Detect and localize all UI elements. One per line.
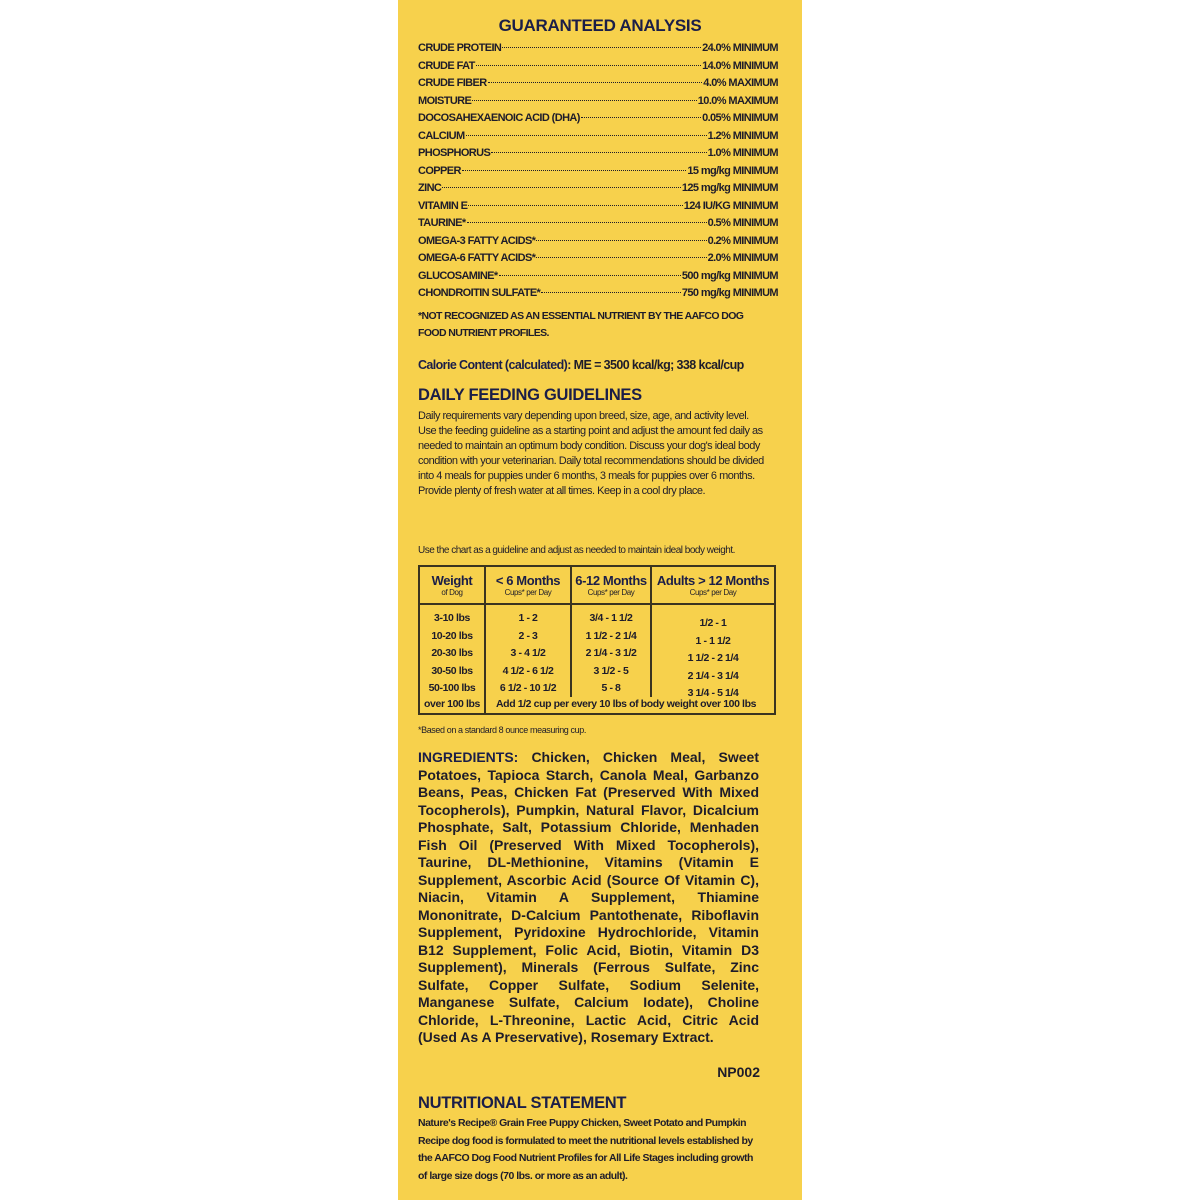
- chart-note: Use the chart as a guideline and adjust as needed to maintain ideal body weight.: [418, 545, 735, 556]
- ingredients: [418, 749, 759, 1047]
- leader-dots: [502, 47, 701, 48]
- feeding-text: Daily requirements vary depending upon breed, size, age, and activity level. Use the feeding guideline as a starting point and adjust the amount fed daily as needed to maintain an optimum body condition. Discuss your dog's ideal body condition with your veterinarian. Daily total recommendations should be divided into 4 meals for puppies under 6 months, 3 meals for puppies over 6 months. Provide plenty of fresh water at all times. Keep in a cool dry place.: [418, 410, 764, 497]
- table-footnote: *Based on a standard 8 ounce measuring cup.: [418, 725, 586, 735]
- leader-dots: [536, 240, 706, 241]
- nutrient-label: CRUDE FAT: [418, 59, 475, 72]
- analysis-row: [418, 235, 778, 253]
- leader-dots: [468, 205, 682, 206]
- nutrient-label: TAURINE*: [418, 217, 466, 229]
- nutrient-value: 15 mg/kg MINIMUM: [687, 164, 778, 177]
- analysis-row: [418, 77, 778, 95]
- feeding-title: DAILY FEEDING GUIDELINES: [418, 386, 642, 404]
- weights-column: [420, 605, 486, 697]
- header-sub: Cups* per Day: [689, 588, 737, 597]
- table-cell: 30-50 lbs: [431, 664, 473, 677]
- nutrient-label: COPPER: [418, 164, 461, 177]
- analysis-row: [418, 112, 778, 130]
- leader-dots: [466, 135, 707, 136]
- table-cell: 3 1/4 - 5 1/4: [687, 687, 739, 699]
- over100-label: over 100 lbs: [420, 697, 486, 713]
- header-adult: Adults > 12 Months: [656, 573, 770, 588]
- calorie-value: ME = 3500 kcal/kg; 338 kcal/cup: [573, 358, 744, 372]
- table-cell: 1 1/2 - 2 1/4: [585, 629, 637, 642]
- nutrient-label: OMEGA-3 FATTY ACIDS*: [418, 234, 536, 247]
- table-cell: 6 1/2 - 10 1/2: [499, 682, 557, 694]
- product-code: NP002: [717, 1064, 760, 1080]
- nutrient-value: 4.0% MAXIMUM: [703, 77, 778, 89]
- analysis-row: [418, 182, 778, 200]
- header-sub: Cups* per Day: [504, 588, 552, 597]
- under6-column: [486, 605, 572, 697]
- over100-text: Add 1/2 cup per every 10 lbs of body weight over 100 lbs: [496, 698, 757, 710]
- table-cell: 50-100 lbs: [428, 682, 476, 694]
- table-cell: 3 1/2 - 5: [593, 664, 629, 677]
- table-cell: 3/4 - 1 1/2: [589, 612, 633, 624]
- nutrient-value: 24.0% MINIMUM: [702, 42, 778, 54]
- 6to12-column: [572, 605, 652, 697]
- analysis-row: [418, 287, 778, 305]
- label-panel: [398, 0, 802, 1200]
- nutrient-value: 0.5% MINIMUM: [707, 217, 778, 229]
- leader-dots: [491, 152, 706, 153]
- table-cell: 1/2 - 1: [699, 617, 727, 629]
- nutrient-label: PHOSPHORUS: [418, 147, 491, 159]
- nutrient-value: 125 mg/kg MINIMUM: [681, 182, 778, 194]
- leader-dots: [488, 82, 703, 83]
- analysis-footnote: *NOT RECOGNIZED AS AN ESSENTIAL NUTRIENT BY THE AAFCO DOG FOOD NUTRIENT PROFILES.: [418, 310, 744, 339]
- ingredients-text: Chicken, Chicken Meal, Sweet Potatoes, Tapioca Starch, Canola Meal, Garbanzo Beans, Peas, Chicken Fat (Preserved With Mixed Tocopherols), Pumpkin, Natural Flavor, Dicalcium Phosphate, Salt, Potassium Chloride, Menhaden Fish Oil (Preserved With Mixed Tocopherols), Taurine, DL-Methionine, Vitamins (Vitamin E Supplement, Ascorbic Acid (Source Of Vitamin C), Niacin, Vitamin A Supplement, Thiamine Mononitrate, D-Calcium Pantothenate, Riboflavin Supplement, Pyridoxine Hydrochloride, Vitamin B12 Supplement, Folic Acid, Biotin, Vitamin D3 Supplement), Minerals (Ferrous Sulfate, Zinc Sulfate, Copper Sulfate, Sodium Selenite, Manganese Sulfate, Calcium Iodate), Choline Chloride, L-Threonine, Lactic Acid, Citric Acid (Used As A Preservative), Rosemary Extract.: [418, 749, 759, 1045]
- nutrient-value: 2.0% MINIMUM: [707, 252, 778, 264]
- adult-column: [652, 605, 774, 697]
- table-cell: 1 - 1 1/2: [695, 634, 731, 647]
- analysis-row: [418, 95, 778, 113]
- table-cell: 4 1/2 - 6 1/2: [502, 664, 554, 677]
- table-cell: 5 - 8: [601, 682, 621, 694]
- table-cell: 20-30 lbs: [431, 647, 473, 659]
- nutrient-value: 1.2% MINIMUM: [707, 129, 778, 142]
- nutrient-label: MOISTURE: [418, 94, 472, 107]
- nutrient-label: CALCIUM: [418, 129, 465, 142]
- nutrient-label: VITAMIN E: [418, 199, 468, 212]
- analysis-row: [418, 252, 778, 270]
- analysis-row: [418, 42, 778, 60]
- analysis-row: [418, 200, 778, 218]
- leader-dots: [472, 100, 697, 101]
- nutrient-value: 1.0% MINIMUM: [707, 147, 778, 159]
- header-6to12: 6-12 Months: [575, 573, 647, 588]
- calorie-label: Calorie Content (calculated):: [418, 358, 571, 372]
- guaranteed-analysis-title: GUARANTEED ANALYSIS: [498, 16, 702, 35]
- table-cell: 2 - 3: [518, 629, 538, 642]
- header-sub: of Dog: [441, 588, 463, 597]
- leader-dots: [467, 222, 707, 223]
- leader-dots: [536, 257, 706, 258]
- nutrient-label: CRUDE PROTEIN: [418, 42, 502, 54]
- guaranteed-analysis-list: [418, 42, 778, 305]
- nutrient-value: 10.0% MAXIMUM: [697, 94, 778, 107]
- table-body: [420, 605, 774, 697]
- nutrient-label: OMEGA-6 FATTY ACIDS*: [418, 252, 536, 264]
- feeding-table: [418, 565, 776, 715]
- analysis-row: [418, 217, 778, 235]
- nutrient-label: CRUDE FIBER: [418, 77, 487, 89]
- leader-dots: [442, 187, 681, 188]
- table-cell: 2 1/4 - 3 1/2: [585, 647, 637, 659]
- analysis-row: [418, 165, 778, 183]
- nutrient-value: 0.2% MINIMUM: [707, 234, 778, 247]
- leader-dots: [499, 275, 681, 276]
- nutrient-label: ZINC: [418, 182, 442, 194]
- leader-dots: [541, 292, 681, 293]
- leader-dots: [476, 65, 701, 66]
- nutrient-value: 14.0% MINIMUM: [702, 59, 778, 72]
- table-header: [420, 567, 774, 605]
- table-cell: 1 1/2 - 2 1/4: [687, 652, 739, 664]
- nutritional-statement-text: Nature's Recipe® Grain Free Puppy Chicken, Sweet Potato and Pumpkin Recipe dog food is formulated to meet the nutritional levels established by the AAFCO Dog Food Nutrient Profiles for All Life Stages including growth of large size dogs (70 lbs. or more as an adult).: [418, 1117, 753, 1182]
- nutrient-value: 0.05% MINIMUM: [702, 112, 778, 124]
- nutrient-value: 124 IU/KG MINIMUM: [683, 199, 778, 212]
- header-under6: < 6 Months: [495, 573, 561, 588]
- table-cell: 3 - 4 1/2: [510, 647, 546, 659]
- table-row-over100: [420, 697, 774, 713]
- nutritional-statement-title: NUTRITIONAL STATEMENT: [418, 1094, 627, 1112]
- analysis-row: [418, 147, 778, 165]
- ingredients-label: INGREDIENTS:: [418, 749, 519, 765]
- leader-dots: [462, 170, 687, 171]
- nutrient-value: 500 mg/kg MINIMUM: [681, 269, 778, 282]
- calorie-content: [418, 358, 744, 372]
- table-cell: 10-20 lbs: [431, 629, 473, 642]
- nutrient-label: GLUCOSAMINE*: [418, 269, 498, 282]
- nutrient-label: CHONDROITIN SULFATE*: [418, 287, 541, 299]
- analysis-row: [418, 130, 778, 148]
- header-sub: Cups* per Day: [587, 588, 635, 597]
- table-cell: 3-10 lbs: [434, 612, 470, 624]
- table-cell: 2 1/4 - 3 1/4: [687, 669, 739, 682]
- header-weight: Weight: [431, 573, 473, 588]
- nutrient-value: 750 mg/kg MINIMUM: [681, 287, 778, 299]
- leader-dots: [581, 117, 701, 118]
- table-cell: 1 - 2: [518, 612, 538, 624]
- nutrient-label: DOCOSAHEXAENOIC ACID (DHA): [418, 112, 580, 124]
- analysis-row: [418, 60, 778, 78]
- analysis-row: [418, 270, 778, 288]
